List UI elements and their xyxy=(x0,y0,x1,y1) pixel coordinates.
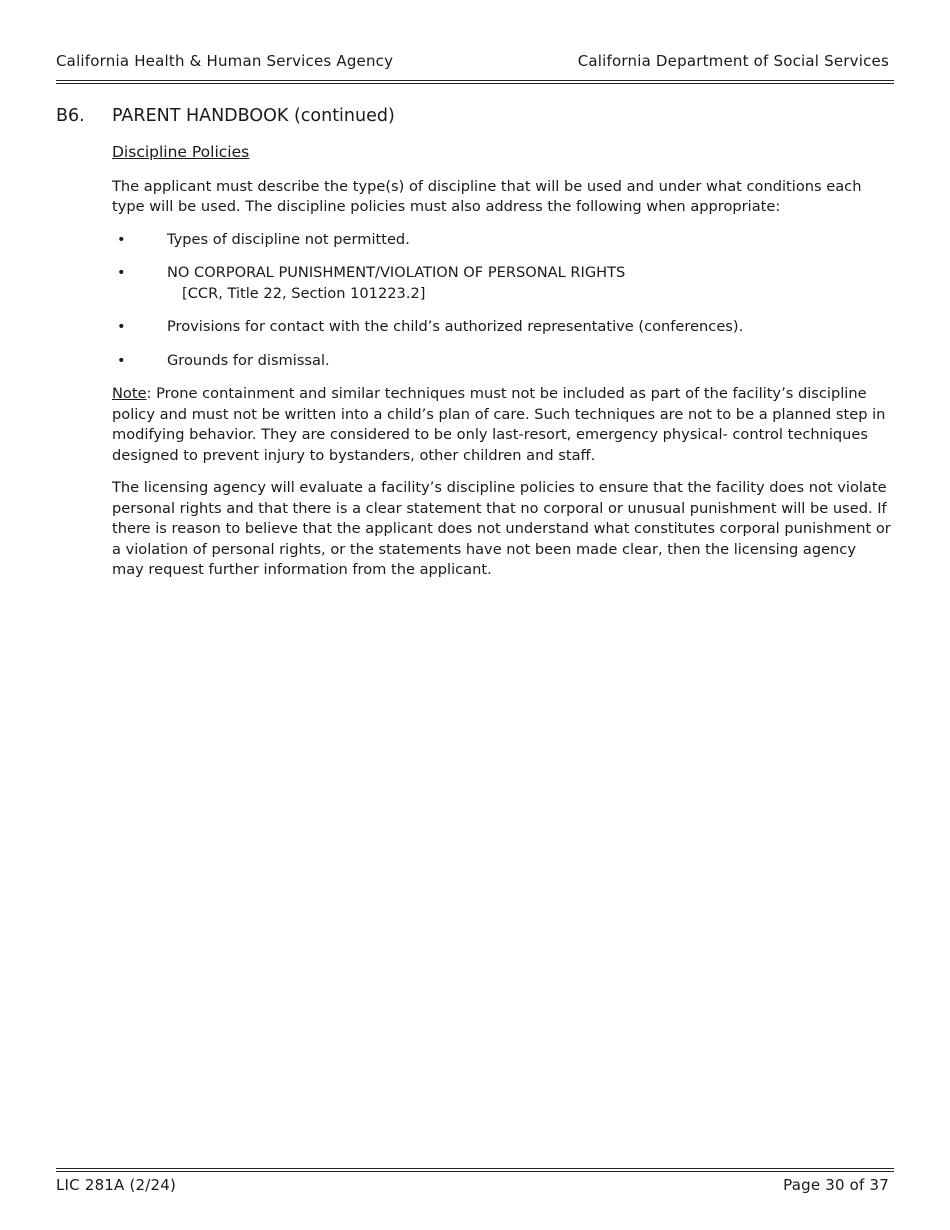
section-number: B6. xyxy=(56,106,85,126)
bullet-icon: • xyxy=(117,318,126,335)
document-body xyxy=(112,142,892,593)
header-department: California Department of Social Services xyxy=(577,52,889,70)
closing-paragraph: The licensing agency will evaluate a facility’s discipline policies to ensure that the facility does not violate personal rights and that there is a clear statement that no corporal or unusual punishment will be used. If there is reason to believe that the applicant does not understand what constitutes corporal punishment or a violation of personal rights, or the statements have not been made clear, then the licensing agency may request further information from the applicant. xyxy=(112,479,891,578)
bullet-icon: • xyxy=(117,351,126,369)
note-paragraph xyxy=(112,384,892,466)
requirements-list xyxy=(112,230,892,372)
intro-paragraph: The applicant must describe the type(s) of discipline that will be used and under what conditions each type will be used. The discipline policies must also address the following when appropriate: xyxy=(112,177,862,215)
list-item-text: Provisions for contact with the child’s authorized representative (conferences). xyxy=(167,318,744,335)
page-number: Page 30 of 37 xyxy=(783,1176,889,1194)
bullet-icon: • xyxy=(117,230,126,248)
list-item-text: Types of discipline not permitted. xyxy=(167,230,410,248)
list-item-text: Grounds for dismissal. xyxy=(167,351,330,369)
page-footer xyxy=(56,1176,894,1194)
list-item xyxy=(112,263,892,304)
section-heading xyxy=(56,106,395,126)
footer-divider xyxy=(56,1168,894,1172)
form-number: LIC 281A (2/24) xyxy=(56,1176,177,1194)
header-agency: California Health & Human Services Agency xyxy=(56,52,394,70)
discipline-policies-heading: Discipline Policies xyxy=(112,143,250,161)
list-item xyxy=(112,317,892,338)
bullet-icon: • xyxy=(117,264,126,281)
list-item xyxy=(112,230,892,251)
note-text: : Prone containment and similar techniques must not be included as part of the facility’s discipline policy and must not be written into a child’s plan of care. Such techniques are not to be a planned step in modifying behavior. They are considered to be only last-resort, emergency physical- control techniques designed to prevent injury to bystanders, other children and staff. xyxy=(112,385,886,464)
note-label: Note xyxy=(112,385,147,402)
page-header xyxy=(56,52,894,70)
header-divider xyxy=(56,80,894,84)
regulation-reference: [CCR, Title 22, Section 101223.2] xyxy=(182,284,426,302)
section-title: PARENT HANDBOOK (continued) xyxy=(112,106,395,126)
list-item xyxy=(112,351,892,372)
list-item-text: NO CORPORAL PUNISHMENT/VIOLATION OF PERSONAL RIGHTS xyxy=(167,264,626,281)
